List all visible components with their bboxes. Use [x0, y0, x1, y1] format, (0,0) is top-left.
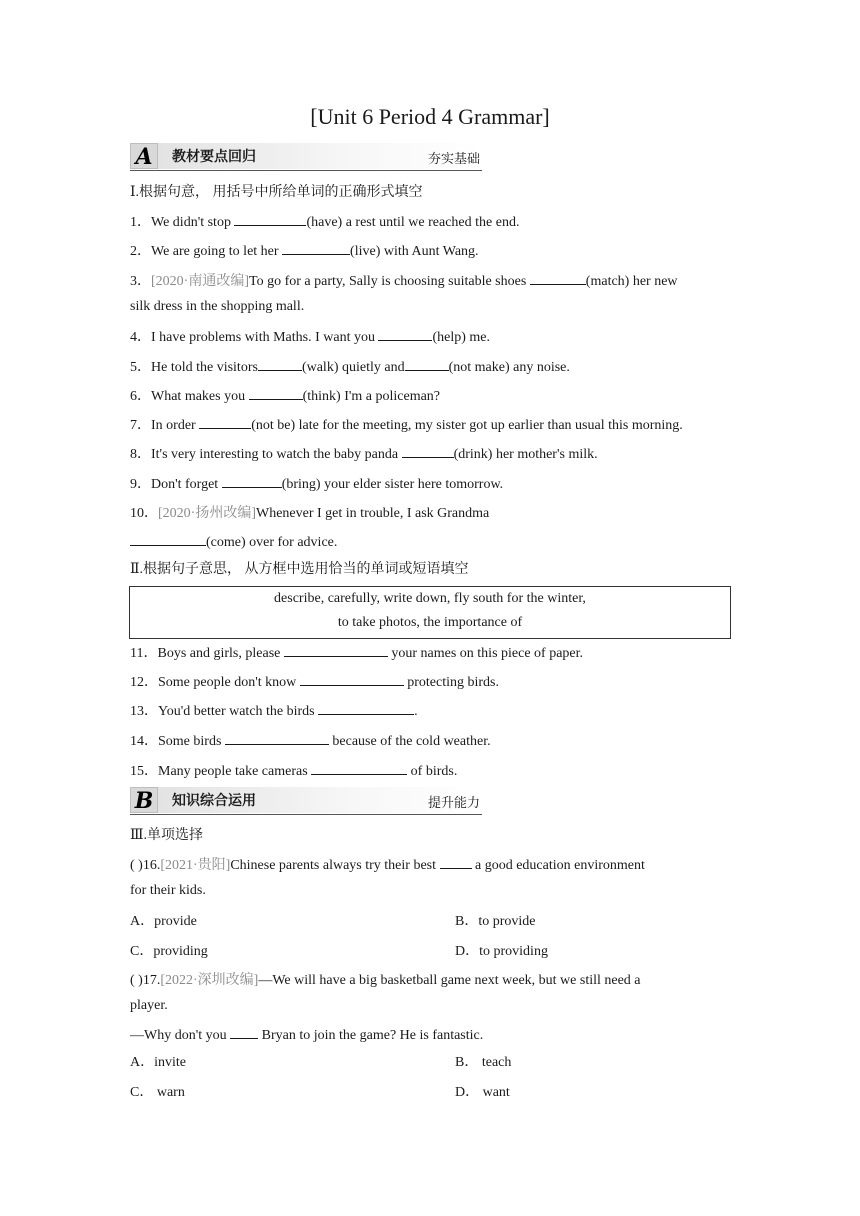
answer-blank — [284, 642, 388, 657]
answer-blank — [530, 270, 586, 285]
answer-blank — [258, 356, 302, 371]
source-tag: [2022·深圳改编] — [160, 973, 259, 988]
q17-option-c[interactable]: C． warn — [130, 1085, 185, 1100]
question-16: ( )16.[2021·贵阳]Chinese parents always try their best a good education environment — [130, 854, 645, 874]
question-17-continued: player. — [130, 998, 168, 1013]
section-b-letter: B — [130, 787, 158, 813]
part2-heading: Ⅱ.根据句子意思， 从方框中选用恰当的单词或短语填空 — [130, 562, 469, 577]
question-12: 12．Some people don't know protecting birds. — [130, 671, 499, 691]
answer-blank — [282, 240, 350, 255]
question-3-continued: silk dress in the shopping mall. — [130, 299, 305, 314]
answer-blank — [440, 854, 472, 869]
q16-option-a[interactable]: A．provide — [130, 914, 197, 929]
source-tag: [2021·贵阳] — [160, 858, 231, 873]
question-13: 13．You'd better watch the birds . — [130, 700, 418, 720]
answer-blank — [234, 211, 306, 226]
answer-blank — [311, 760, 407, 775]
question-2: 2．We are going to let her (live) with Aunt Wang. — [130, 240, 479, 260]
question-17-reply: —Why don't you Bryan to join the game? He is fantastic. — [130, 1024, 483, 1044]
question-10: 10．[2020·扬州改编]Whenever I get in trouble, I ask Grandma — [130, 506, 490, 521]
question-17: ( )17.[2022·深圳改编]—We will have a big basketball game next week, but we still need a — [130, 973, 641, 988]
answer-blank — [300, 671, 404, 686]
section-b-banner — [130, 787, 482, 815]
answer-blank — [130, 531, 206, 546]
answer-blank — [402, 443, 454, 458]
question-6: 6．What makes you (think) I'm a policeman? — [130, 385, 440, 405]
answer-blank — [405, 356, 449, 371]
part1-heading: Ⅰ.根据句意， 用括号中所给单词的正确形式填空 — [130, 185, 423, 200]
word-bank-line-2: to take photos, the importance of — [337, 615, 523, 630]
part3-heading: Ⅲ.单项选择 — [130, 828, 204, 843]
answer-blank — [318, 700, 414, 715]
question-3: 3．[2020·南通改编]To go for a party, Sally is choosing suitable shoes (match) her new — [130, 270, 678, 290]
answer-blank — [230, 1024, 258, 1039]
question-7: 7．In order (not be) late for the meeting, my sister got up earlier than usual this morning. — [130, 414, 683, 434]
answer-blank — [249, 385, 303, 400]
word-bank-box — [129, 586, 731, 639]
answer-blank — [378, 326, 432, 341]
section-a-banner — [130, 143, 482, 171]
section-a-tag: 夯实基础 — [427, 152, 480, 167]
answer-blank — [222, 473, 282, 488]
q17-option-a[interactable]: A．invite — [130, 1055, 186, 1070]
source-tag: [2020·南通改编] — [151, 274, 249, 289]
answer-blank — [199, 414, 251, 429]
q17-option-d[interactable]: D． want — [455, 1085, 510, 1100]
question-8: 8．It's very interesting to watch the baby panda (drink) her mother's milk. — [130, 443, 598, 463]
question-15: 15．Many people take cameras of birds. — [130, 760, 457, 780]
section-a-name: 教材要点回归 — [172, 149, 256, 165]
section-a-letter: A — [130, 143, 158, 169]
q16-option-d[interactable]: D．to providing — [455, 944, 548, 959]
question-16-continued: for their kids. — [130, 883, 206, 898]
question-1: 1．We didn't stop (have) a rest until we reached the end. — [130, 211, 519, 231]
source-tag: [2020·扬州改编] — [158, 506, 256, 521]
question-4: 4．I have problems with Maths. I want you (help) me. — [130, 326, 490, 346]
question-14: 14．Some birds because of the cold weather. — [130, 730, 491, 750]
question-5: 5．He told the visitors (walk) quietly and (not make) any noise. — [130, 356, 570, 376]
section-b-tag: 提升能力 — [427, 796, 480, 811]
page-title: [Unit 6 Period 4 Grammar] — [310, 104, 550, 129]
answer-blank — [225, 730, 329, 745]
question-10-continued: (come) over for advice. — [130, 531, 337, 551]
q17-option-b[interactable]: B． teach — [455, 1055, 512, 1070]
question-9: 9．Don't forget (bring) your elder sister here tomorrow. — [130, 473, 503, 493]
section-b-name: 知识综合运用 — [172, 793, 256, 809]
question-11: 11．Boys and girls, please your names on this piece of paper. — [130, 642, 583, 662]
word-bank-line-1: describe, carefully, write down, fly south for the winter, — [274, 591, 586, 606]
q16-option-c[interactable]: C．providing — [130, 944, 208, 959]
q16-option-b[interactable]: B．to provide — [455, 914, 536, 929]
